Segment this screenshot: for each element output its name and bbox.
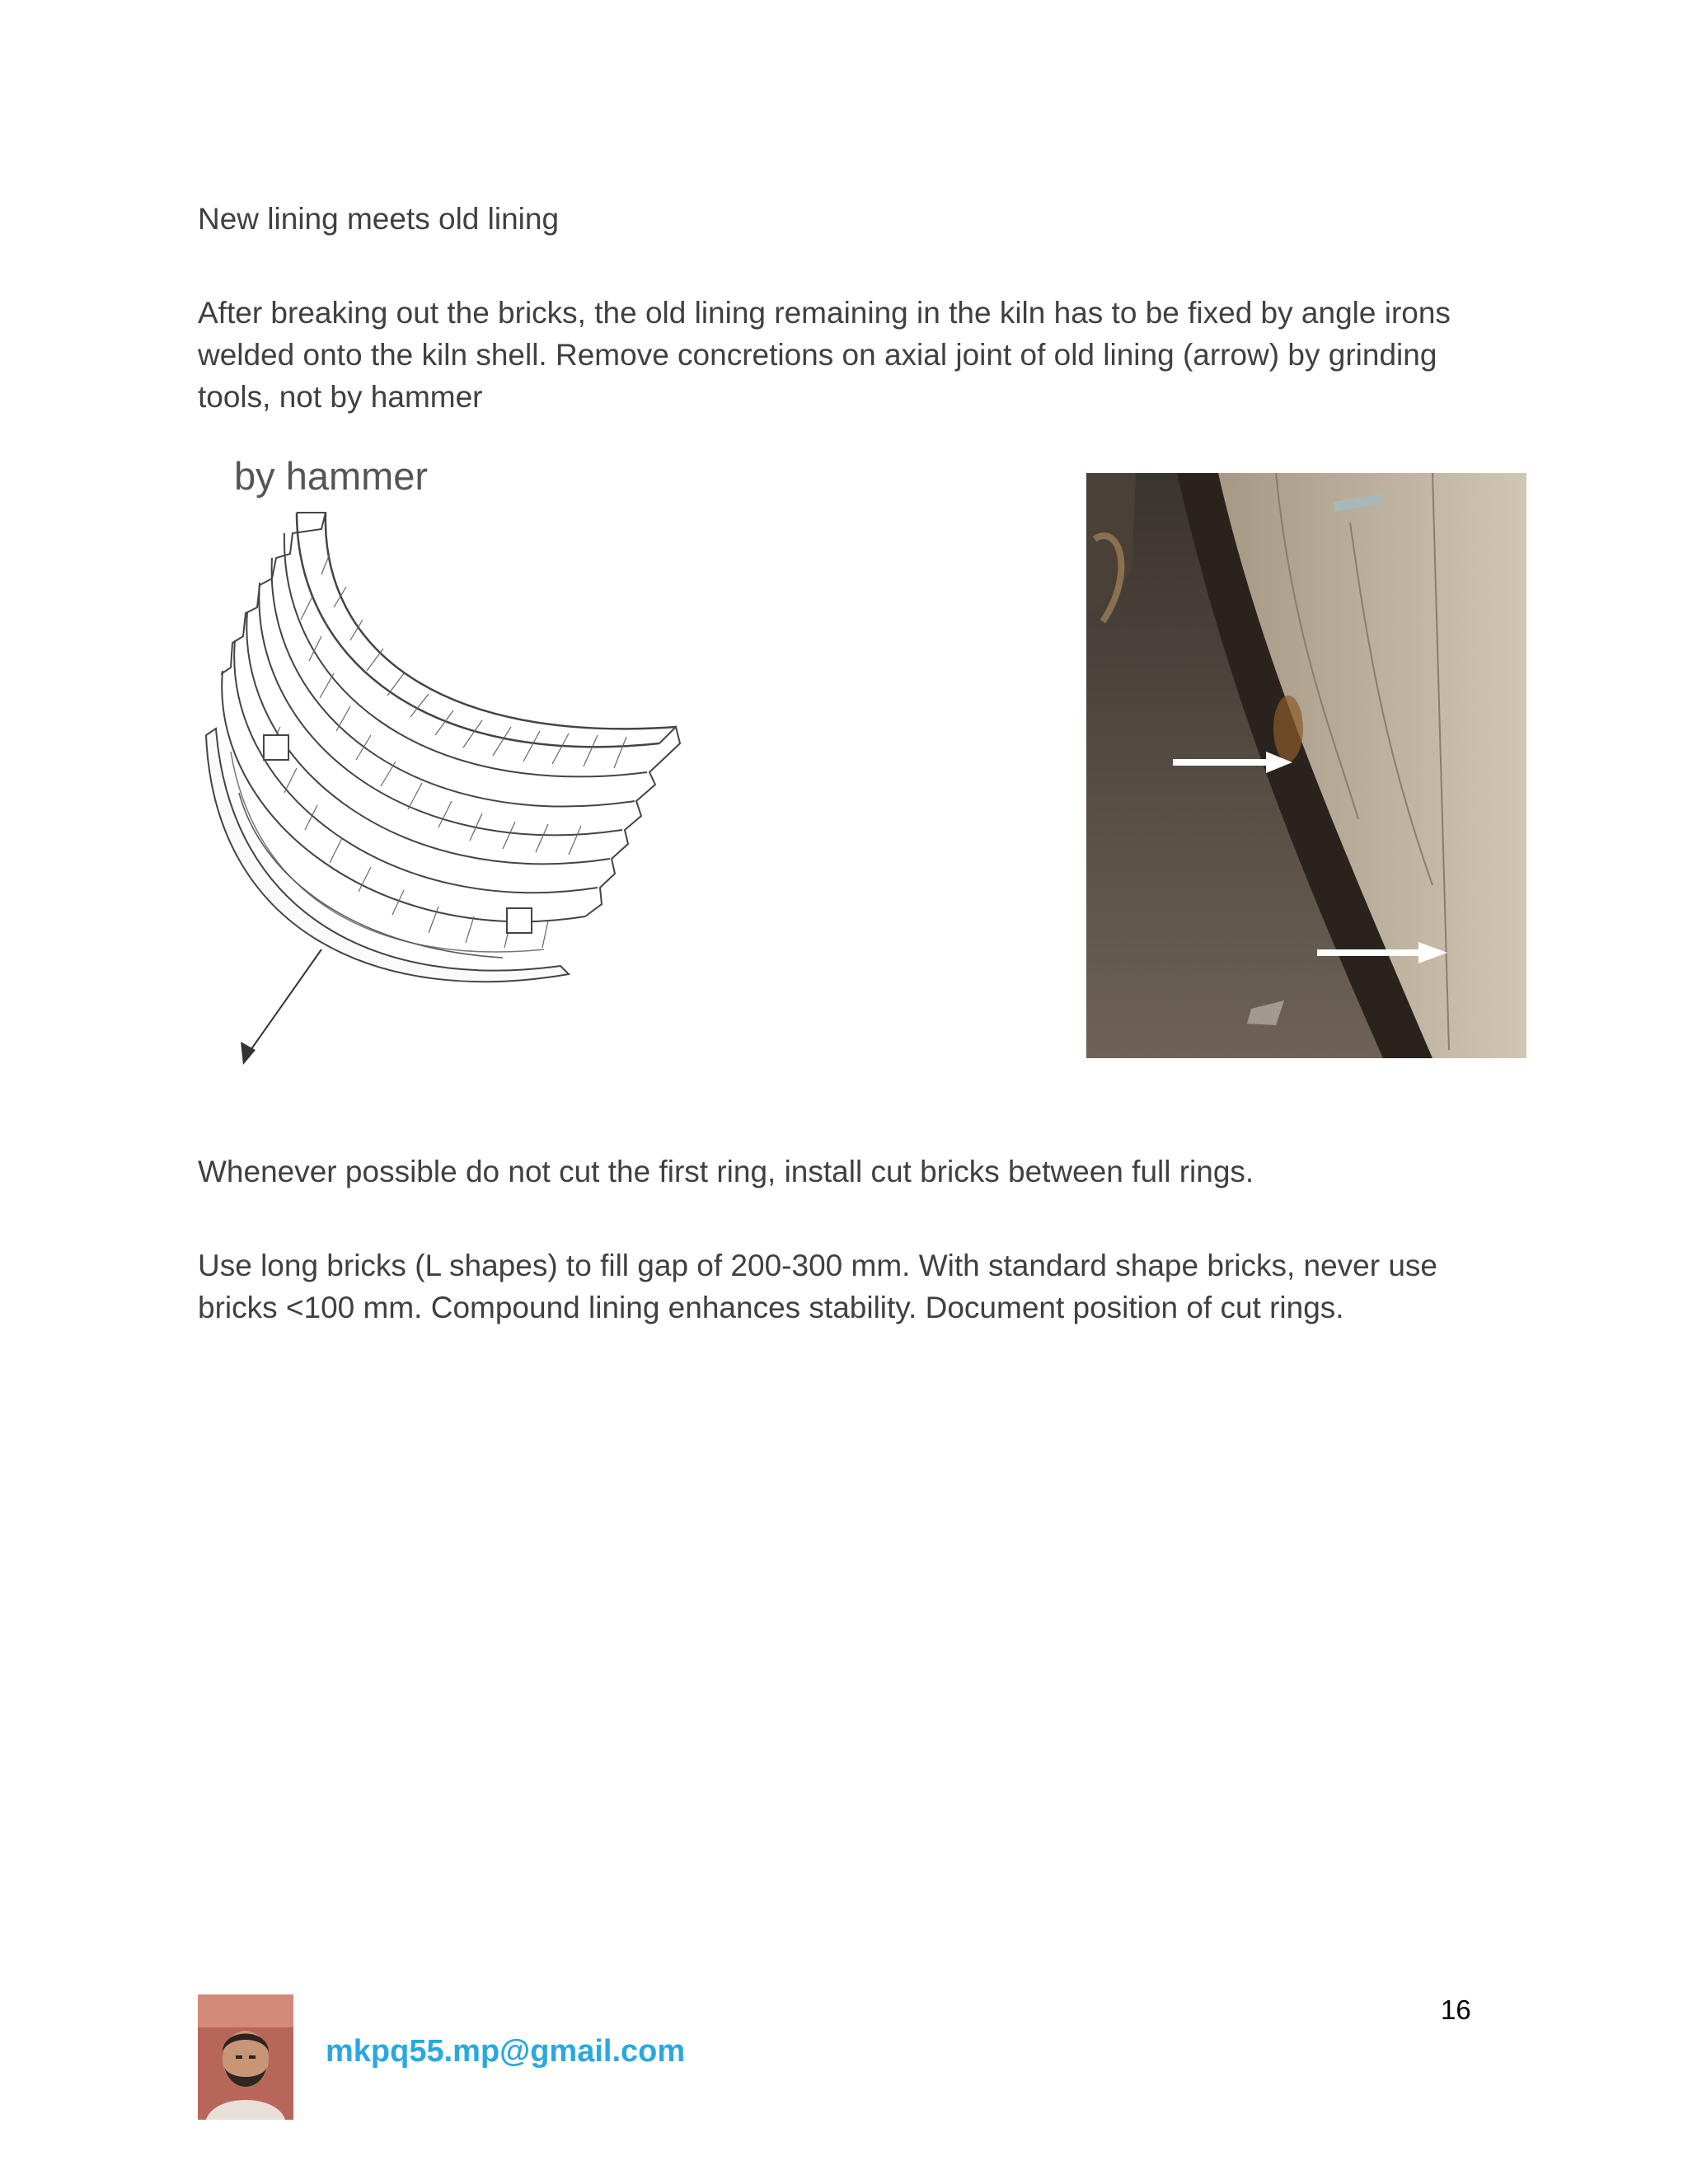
author-avatar-drawing bbox=[198, 1994, 293, 2120]
page-number: 16 bbox=[1441, 1994, 1471, 2025]
kiln-lining-diagram bbox=[198, 455, 742, 1090]
section-heading: New lining meets old lining bbox=[198, 202, 560, 236]
paragraph-first-ring: Whenever possible do not cut the first ring, install cut bricks between full rings. bbox=[198, 1155, 1254, 1188]
paragraph-old-lining: After breaking out the bricks, the old lining remaining in the kiln has to be fixed by angle irons welded onto the kiln shell. Remove concretions on axial joint of old lining (arrow) by grinding tools, not by hammer bbox=[198, 296, 1451, 414]
kiln-lining-drawing bbox=[198, 455, 742, 1090]
kiln-lining-photo bbox=[1086, 473, 1526, 1058]
author-email[interactable]: mkpq55.mp@gmail.com bbox=[326, 2034, 686, 2069]
kiln-lining-photo-drawing bbox=[1086, 473, 1526, 1058]
diagram-caption: by hammer bbox=[234, 454, 429, 498]
paragraph-long-bricks: Use long bricks (L shapes) to fill gap of 200-300 mm. With standard shape bricks, never use bricks <100 mm. Compound lining enhances stability. Document position of cut rings. bbox=[198, 1249, 1438, 1324]
author-avatar bbox=[198, 1994, 293, 2120]
